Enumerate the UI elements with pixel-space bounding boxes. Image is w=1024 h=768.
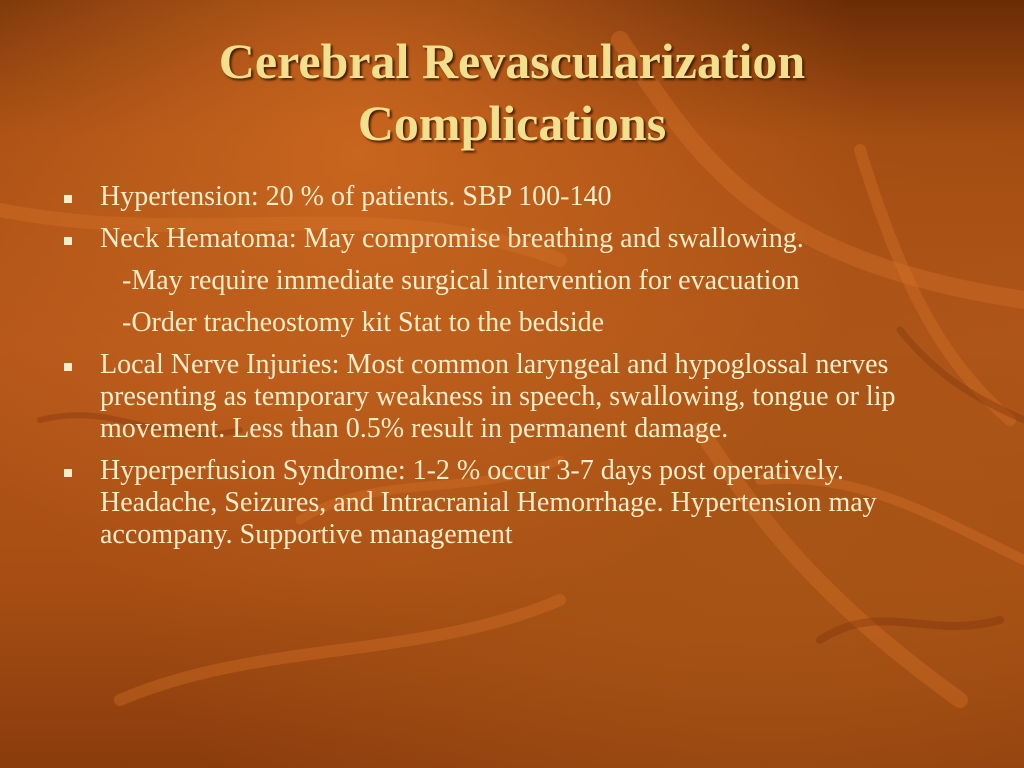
square-bullet-icon [64, 237, 72, 245]
title-line-1: Cerebral Revascularization [218, 33, 806, 89]
slide-title [0, 30, 1024, 154]
sub-item-surgical-intervention: -May require immediate surgical intervention for evacuation [122, 265, 800, 296]
bullet-text: Local Nerve Injuries: Most common laryngeal and hypoglossal nerves presenting as temporary weakness in speech, swallowing, tongue or lip movement. Less than 0.5% result in permanent damage. [100, 349, 896, 444]
square-bullet-icon [64, 363, 72, 371]
bullet-local-nerve-injuries [62, 349, 962, 445]
title-line-2: Complications [357, 95, 667, 151]
square-bullet-icon [64, 195, 72, 203]
square-bullet-icon [64, 469, 72, 477]
bullet-hyperperfusion-syndrome [62, 455, 962, 551]
bullet-hypertension [62, 181, 962, 213]
bullet-text: Hyperperfusion Syndrome: 1-2 % occur 3-7 days post operatively. Headache, Seizures, and Intracranial Hemorrhage. Hypertension may accompany. Supportive management [100, 455, 877, 550]
sub-item-tracheostomy-kit: -Order tracheostomy kit Stat to the bedside [122, 307, 605, 338]
slide-body [62, 181, 962, 561]
bullet-text: Neck Hematoma: May compromise breathing and swallowing. [100, 223, 804, 254]
bullet-neck-hematoma [62, 223, 962, 255]
bullet-text: Hypertension: 20 % of patients. SBP 100-140 [100, 181, 612, 212]
